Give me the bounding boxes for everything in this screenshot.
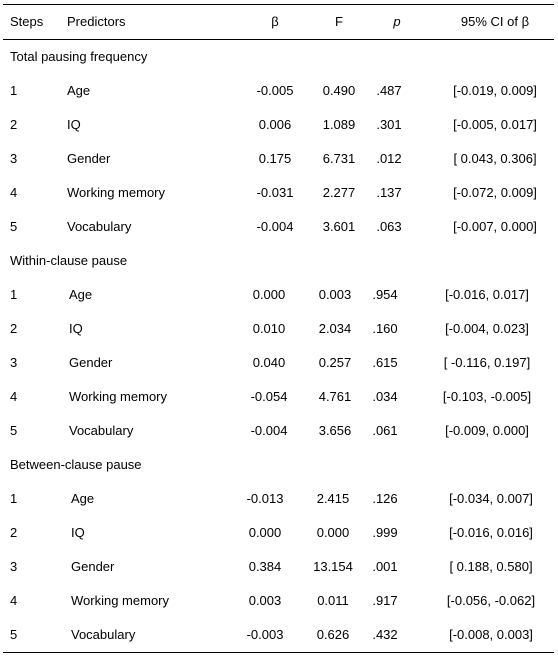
p-cell: .126 [372, 491, 398, 506]
p-cell: .061 [372, 423, 398, 438]
p-cell: .487 [376, 83, 402, 98]
p-cell: .012 [376, 151, 402, 166]
step-cell: 5 [10, 423, 18, 438]
header-p: p [393, 14, 401, 29]
table-row [3, 142, 554, 176]
step-cell: 3 [10, 559, 18, 574]
f-cell: 0.626 [316, 627, 350, 642]
p-cell: .137 [376, 185, 402, 200]
section-title: Between-clause pause [10, 457, 142, 472]
f-cell: 3.656 [318, 423, 352, 438]
table-row [3, 176, 554, 210]
header-predictors: Predictors [67, 14, 126, 29]
predictor-cell: Working memory [69, 389, 168, 404]
step-cell: 1 [10, 83, 18, 98]
ci-cell: [-0.004, 0.023] [445, 321, 529, 336]
predictor-cell: IQ [71, 525, 85, 540]
table-row [3, 618, 554, 652]
predictor-cell: Working memory [71, 593, 170, 608]
p-cell: .063 [376, 219, 402, 234]
step-cell: 1 [10, 491, 18, 506]
f-cell: 2.415 [316, 491, 350, 506]
p-cell: .301 [376, 117, 402, 132]
predictor-cell: Vocabulary [67, 219, 132, 234]
step-cell: 5 [10, 219, 18, 234]
section-title: Total pausing frequency [10, 49, 148, 64]
header-f: F [335, 14, 343, 29]
beta-cell: 0.010 [252, 321, 286, 336]
f-cell: 2.277 [322, 185, 356, 200]
p-cell: .160 [372, 321, 398, 336]
f-cell: 0.257 [318, 355, 352, 370]
f-cell: 6.731 [322, 151, 356, 166]
p-cell: .954 [372, 287, 398, 302]
step-cell: 3 [10, 355, 18, 370]
section-title: Within-clause pause [10, 253, 128, 268]
ci-cell: [-0.016, 0.017] [445, 287, 529, 302]
regression-table [3, 4, 554, 653]
step-cell: 4 [10, 593, 18, 608]
p-cell: .001 [372, 559, 398, 574]
table-row [3, 380, 554, 414]
beta-cell: -0.054 [250, 389, 288, 404]
p-cell: .615 [372, 355, 398, 370]
step-cell: 4 [10, 389, 18, 404]
table-row [3, 516, 554, 550]
predictor-cell: Vocabulary [71, 627, 136, 642]
p-cell: .999 [372, 525, 398, 540]
table-row [3, 482, 554, 516]
step-cell: 2 [10, 321, 18, 336]
predictor-cell: Age [71, 491, 95, 506]
predictor-cell: Gender [69, 355, 113, 370]
ci-cell: [-0.016, 0.016] [449, 525, 533, 540]
ci-cell: [-0.072, 0.009] [453, 185, 537, 200]
step-cell: 2 [10, 525, 18, 540]
ci-cell: [-0.019, 0.009] [453, 83, 537, 98]
beta-cell: 0.003 [248, 593, 282, 608]
f-cell: 2.034 [318, 321, 352, 336]
ci-cell: [-0.056, -0.062] [446, 593, 536, 608]
header-beta: β [271, 14, 279, 29]
predictor-cell: IQ [67, 117, 81, 132]
beta-cell: 0.175 [258, 151, 292, 166]
step-cell: 3 [10, 151, 18, 166]
step-cell: 1 [10, 287, 18, 302]
beta-cell: -0.004 [250, 423, 288, 438]
step-cell: 2 [10, 117, 18, 132]
f-cell: 3.601 [322, 219, 356, 234]
p-cell: .917 [372, 593, 398, 608]
table-body [3, 40, 554, 652]
table-header-row [3, 5, 554, 40]
header-steps: Steps [10, 14, 44, 29]
predictor-cell: Age [69, 287, 93, 302]
ci-cell: [-0.008, 0.003] [449, 627, 533, 642]
beta-cell: -0.003 [246, 627, 284, 642]
section-heading-row [3, 244, 554, 278]
ci-cell: [ 0.188, 0.580] [449, 559, 533, 574]
step-cell: 5 [10, 627, 18, 642]
table-row [3, 108, 554, 142]
table-row [3, 74, 554, 108]
table-row [3, 414, 554, 448]
header-ci: 95% CI of β [460, 14, 530, 29]
f-cell: 0.011 [317, 593, 349, 608]
table-row [3, 584, 554, 618]
beta-cell: 0.000 [248, 525, 282, 540]
beta-cell: -0.004 [256, 219, 294, 234]
f-cell: 4.761 [318, 389, 352, 404]
ci-cell: [ -0.116, 0.197] [443, 355, 531, 370]
beta-cell: -0.031 [256, 185, 294, 200]
ci-cell: [-0.034, 0.007] [449, 491, 533, 506]
ci-cell: [ 0.043, 0.306] [453, 151, 537, 166]
step-cell: 4 [10, 185, 18, 200]
ci-cell: [-0.103, -0.005] [442, 389, 532, 404]
predictor-cell: Gender [71, 559, 115, 574]
predictor-cell: Age [67, 83, 91, 98]
section-heading-row [3, 448, 554, 482]
predictor-cell: Vocabulary [69, 423, 134, 438]
beta-cell: 0.006 [258, 117, 292, 132]
beta-cell: 0.040 [252, 355, 286, 370]
beta-cell: -0.013 [246, 491, 284, 506]
beta-cell: 0.384 [248, 559, 282, 574]
predictor-cell: Working memory [67, 185, 166, 200]
p-cell: .034 [372, 389, 398, 404]
table-row [3, 278, 554, 312]
f-cell: 0.000 [316, 525, 350, 540]
p-cell: .432 [372, 627, 398, 642]
table-row [3, 312, 554, 346]
beta-cell: -0.005 [256, 83, 294, 98]
ci-cell: [-0.005, 0.017] [453, 117, 537, 132]
f-cell: 1.089 [322, 117, 356, 132]
table-row [3, 550, 554, 584]
predictor-cell: Gender [67, 151, 111, 166]
table-row [3, 346, 554, 380]
ci-cell: [-0.007, 0.000] [453, 219, 537, 234]
f-cell: 13.154 [313, 559, 353, 574]
section-heading-row [3, 40, 554, 74]
beta-cell: 0.000 [252, 287, 286, 302]
predictor-cell: IQ [69, 321, 83, 336]
f-cell: 0.003 [318, 287, 352, 302]
f-cell: 0.490 [322, 83, 356, 98]
table-row [3, 210, 554, 244]
ci-cell: [-0.009, 0.000] [445, 423, 529, 438]
